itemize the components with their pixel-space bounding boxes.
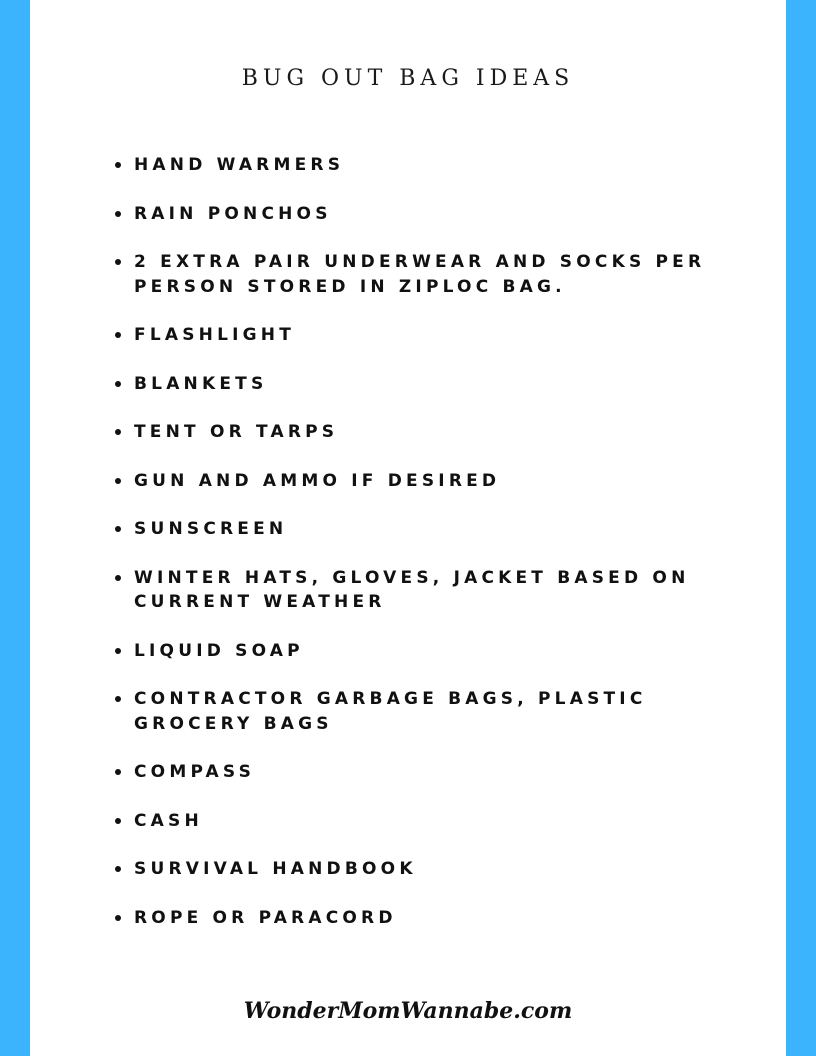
bullet-icon bbox=[115, 259, 121, 265]
right-accent-bar bbox=[786, 0, 816, 1056]
list-item-text: BLANKETS bbox=[134, 373, 268, 394]
checklist bbox=[113, 153, 713, 954]
list-item bbox=[113, 760, 713, 785]
list-item-text: TENT OR TARPS bbox=[134, 422, 339, 442]
bullet-icon bbox=[115, 162, 121, 168]
bullet-icon bbox=[115, 769, 121, 775]
list-item bbox=[113, 153, 713, 178]
list-item bbox=[113, 517, 713, 542]
list-item-text: 2 EXTRA PAIR UNDERWEAR AND SOCKS PER PERSON STORED IN ZIPLOC BAG. bbox=[134, 252, 706, 297]
bullet-icon bbox=[115, 915, 121, 921]
list-item-text: SUNSCREEN bbox=[134, 519, 288, 539]
list-item bbox=[113, 687, 713, 736]
list-item-text: LIQUID SOAP bbox=[134, 640, 304, 661]
list-item bbox=[113, 469, 713, 494]
list-item-text: RAIN PONCHOS bbox=[134, 203, 332, 224]
bullet-icon bbox=[115, 381, 121, 387]
list-item-text: CONTRACTOR GARBAGE BAGS, PLASTIC GROCERY BAGS bbox=[134, 689, 647, 734]
list-item-text: ROPE OR PARACORD bbox=[134, 907, 397, 928]
list-item bbox=[113, 857, 713, 882]
left-accent-bar bbox=[0, 0, 30, 1056]
bullet-icon bbox=[115, 429, 121, 435]
list-item bbox=[113, 323, 713, 348]
bullet-icon bbox=[115, 332, 121, 338]
list-item bbox=[113, 420, 713, 445]
bullet-icon bbox=[115, 866, 121, 872]
bullet-icon bbox=[115, 696, 121, 702]
list-item-text: GUN AND AMMO IF DESIRED bbox=[134, 470, 501, 491]
list-item bbox=[113, 372, 713, 397]
list-item bbox=[113, 906, 713, 931]
list-item bbox=[113, 250, 713, 299]
bullet-icon bbox=[115, 211, 121, 217]
list-item-text: CASH bbox=[134, 810, 203, 831]
bullet-icon bbox=[115, 648, 121, 654]
list-item bbox=[113, 809, 713, 834]
list-item-text: FLASHLIGHT bbox=[134, 325, 296, 345]
list-item-text: SURVIVAL HANDBOOK bbox=[134, 859, 417, 879]
bullet-icon bbox=[115, 526, 121, 532]
list-item-text: COMPASS bbox=[134, 762, 256, 782]
website-footer: WonderMomWannabe.com bbox=[243, 998, 573, 1024]
list-item bbox=[113, 202, 713, 227]
bullet-icon bbox=[115, 818, 121, 824]
list-item-text: HAND WARMERS bbox=[134, 155, 345, 175]
bullet-icon bbox=[115, 478, 121, 484]
bullet-icon bbox=[115, 575, 121, 581]
page-title: BUG OUT BAG IDEAS bbox=[241, 66, 575, 91]
list-item bbox=[113, 639, 713, 664]
list-item bbox=[113, 566, 713, 615]
list-item-text: WINTER HATS, GLOVES, JACKET BASED ON CURRENT WEATHER bbox=[134, 567, 690, 612]
